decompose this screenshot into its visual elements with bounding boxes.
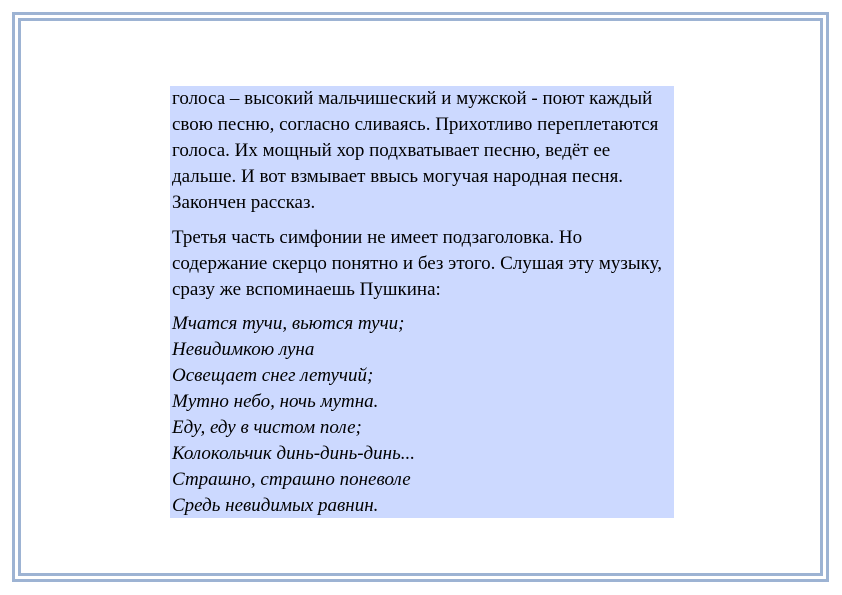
paragraph-1: голоса – высокий мальчишеский и мужской - поют каждый свою песню, согласно сливаясь. Прихотливо переплетаются голоса. Их мощный хор подхватывает песню, ведёт ее дальше. И вот взмывает ввысь могучая народная песня. Закончен рассказ.: [172, 88, 659, 213]
paragraph-2: Третья часть симфонии не имеет подзаголовка. Но содержание скерцо понятно и без этого. Слушая эту музыку, сразу же вспоминаешь Пушкина:: [172, 227, 662, 300]
poem: [172, 311, 672, 519]
poem-line: Невидимкою луна: [172, 339, 315, 360]
poem-line: Средь невидимых равнин.: [172, 495, 379, 516]
poem-line: Страшно, страшно поневоле: [172, 469, 411, 490]
poem-line: Освещает снег летучий;: [172, 365, 374, 386]
poem-line: Мутно небо, ночь мутна.: [172, 391, 379, 412]
poem-line: Колокольчик динь-динь-динь...: [172, 443, 415, 464]
poem-line: Мчатся тучи, вьются тучи;: [172, 313, 405, 334]
poem-line: Еду, еду в чистом поле;: [172, 417, 362, 438]
text-box: [170, 86, 674, 518]
